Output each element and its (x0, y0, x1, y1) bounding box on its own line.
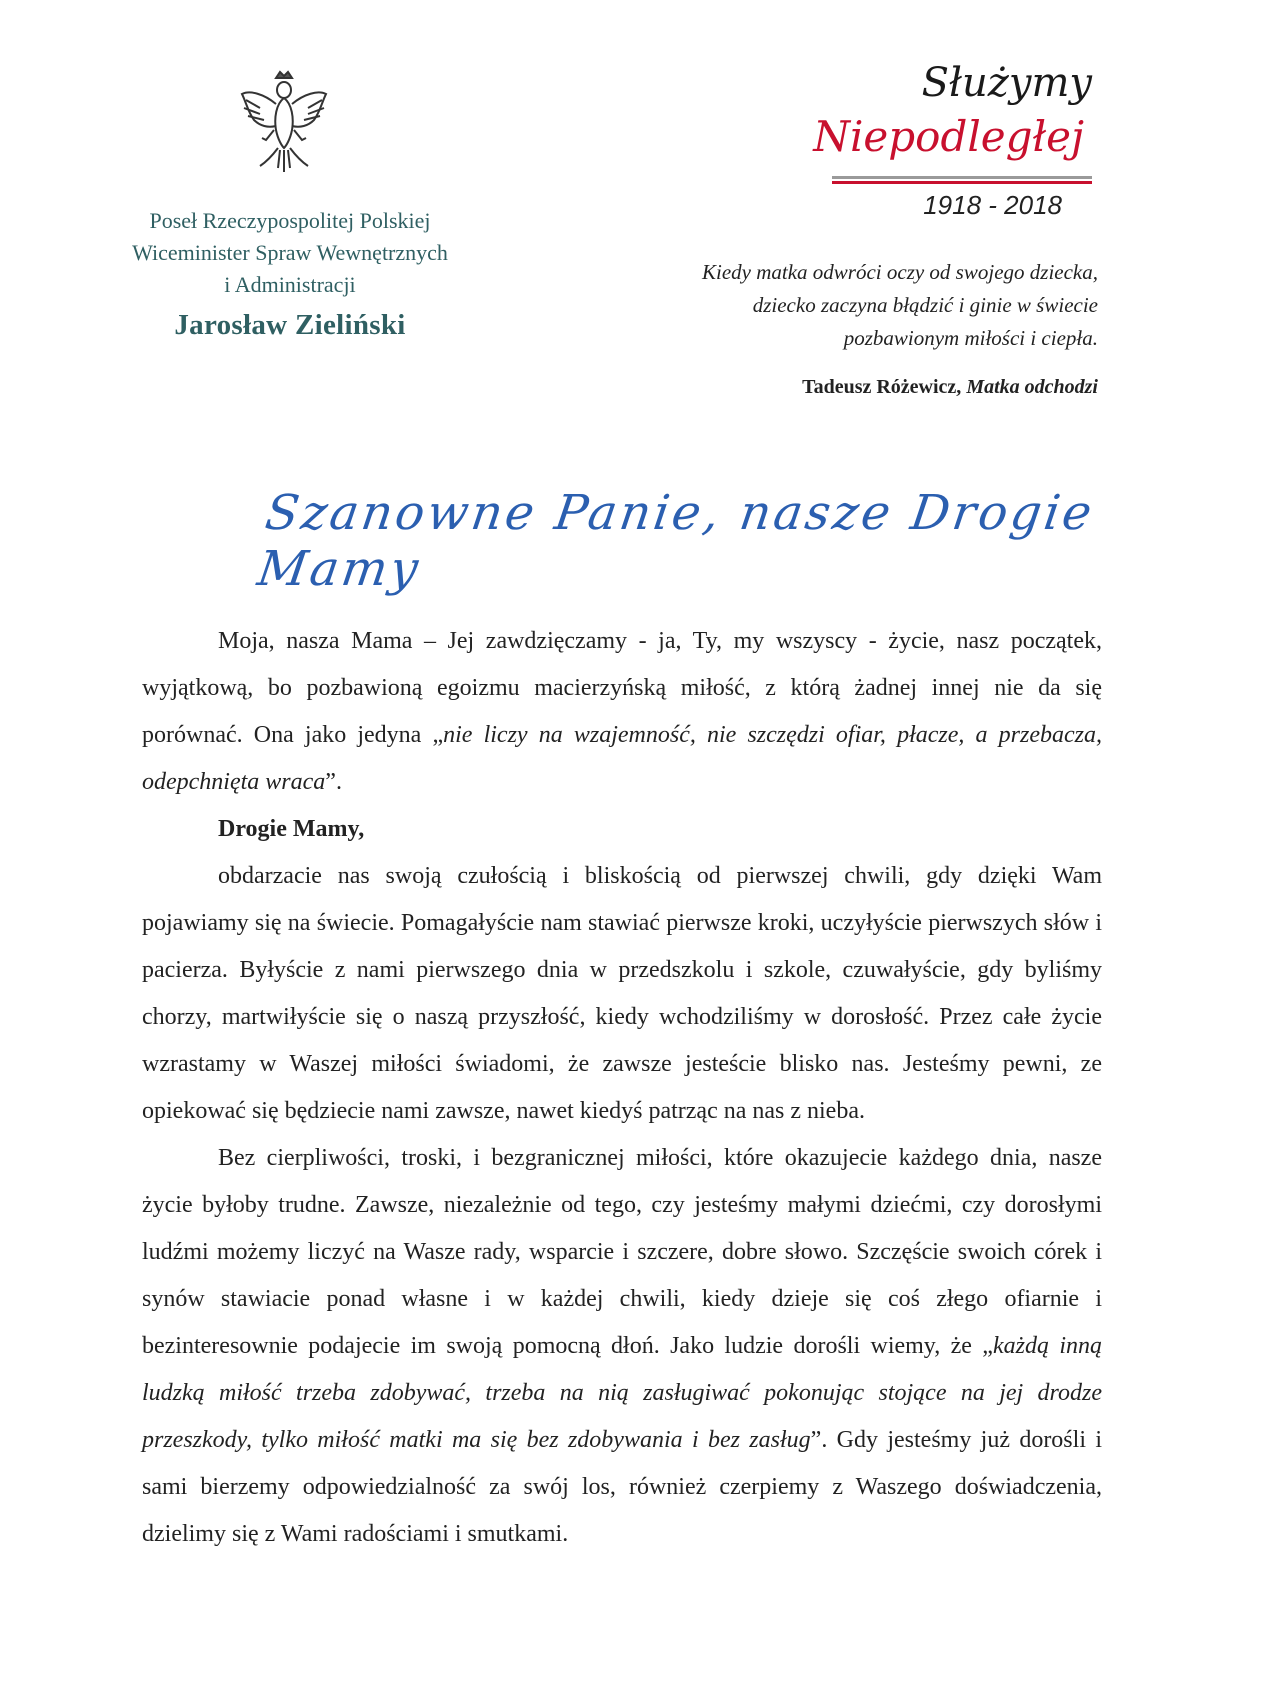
paragraph-text: Bez cierpliwości, troski, i bezgranicznej miłości, które okazujecie każdego dnia, nasze życie byłoby trudne. Zawsze, niezależnie od tego, czy jesteśmy małymi dziećmi, czy dorosłymi ludźmi możemy liczyć na Wasze rady, wsparcie i szczere, dobre słowo. Szczęście swoich córek i synów stawiacie ponad własne i w każdej chwili, kiedy dzieje się coś złego ofiarnie i bezinteresownie podajecie im swoją pomocną dłoń. Jako ludzie dorośli wiemy, że „ (142, 1145, 1102, 1359)
sender-title-line1: Poseł Rzeczypospolitej Polskiej (149, 208, 431, 233)
jubilee-logo-line1: Służymy (921, 60, 1092, 106)
paragraph-text: Moja, nasza Mama – Jej zawdzięczamy - ja, Ty, my wszyscy - życie, nasz początek, wyjątkową, bo pozbawioną egoizmu macierzyńską miłość, z którą żadnej innej nie da się porównać. Ona jako jedyna „ (142, 628, 1102, 748)
jubilee-years: 1918 - 2018 (923, 190, 1062, 220)
paragraph (142, 618, 1102, 806)
sender-name: Jarosław Zieliński (174, 309, 406, 341)
jubilee-grey-stripe (832, 176, 1092, 179)
sender-title-line2: Wiceminister Spraw Wewnętrznych (132, 240, 448, 265)
jubilee-logo (813, 60, 1092, 230)
motto-line: pozbawionym miłości i ciepła. (843, 326, 1098, 350)
paragraph-text: ”. Gdy jesteśmy już dorośli i sami bierzemy odpowiedzialność za swój los, również czerpiemy z Waszego doświadczenia, dzielimy się z Wami radościami i smutkami. (142, 1427, 1102, 1547)
paragraph-quote: każdą inną ludzką miłość trzeba zdobywać, trzeba na nią zasługiwać pokonując stojące na jej drodze przeszkody, tylko miłość matki ma się bez zdobywania i bez zasług (142, 1333, 1102, 1453)
letter-body (142, 618, 1102, 1558)
motto-line: Kiedy matka odwróci oczy od swojego dziecka, (701, 260, 1098, 284)
motto-author: Tadeusz Różewicz, (802, 376, 962, 398)
handwritten-salutation: Szanowne Panie, nasze Drogie Mamy (254, 485, 1099, 597)
paragraph-quote: nie liczy na wzajemność, nie szczędzi ofiar, płacze, a przebacza, odepchnięta wraca (142, 722, 1102, 795)
paragraph: obdarzacie nas swoją czułością i bliskością od pierwszej chwili, gdy dzięki Wam pojawiamy się na świecie. Pomagałyście nam stawiać pierwsze kroki, uczyłyście pierwszych słów i pacierza. Byłyście z nami pierwszego dnia w przedszkolu i szkole, czuwałyście, gdy byliśmy chorzy, martwiłyście się o naszą przyszłość, kiedy wchodziliśmy w dorosłość. Przez całe życie wzrastamy w Waszej miłości świadomi, że zawsze jesteście blisko nas. Jesteśmy pewni, ze opiekować się będziecie nami zawsze, nawet kiedyś patrząc na nas z nieba. (142, 863, 1102, 1124)
motto-quote (702, 256, 1098, 355)
paragraph (142, 1135, 1102, 1558)
jubilee-logo-line2: Niepodległej (813, 112, 1084, 161)
jubilee-red-stripe (832, 181, 1092, 184)
sender-title-line3: i Administracji (224, 272, 356, 297)
paragraph-text: ”. (325, 769, 342, 795)
motto-work: Matka odchodzi (966, 376, 1098, 398)
sender-block (90, 205, 490, 342)
motto-line: dziecko zaczyna błądzić i ginie w świecie (752, 293, 1098, 317)
motto-attribution (802, 376, 1098, 399)
greeting: Drogie Mamy, (218, 816, 365, 842)
polish-eagle-emblem-icon (238, 68, 330, 176)
